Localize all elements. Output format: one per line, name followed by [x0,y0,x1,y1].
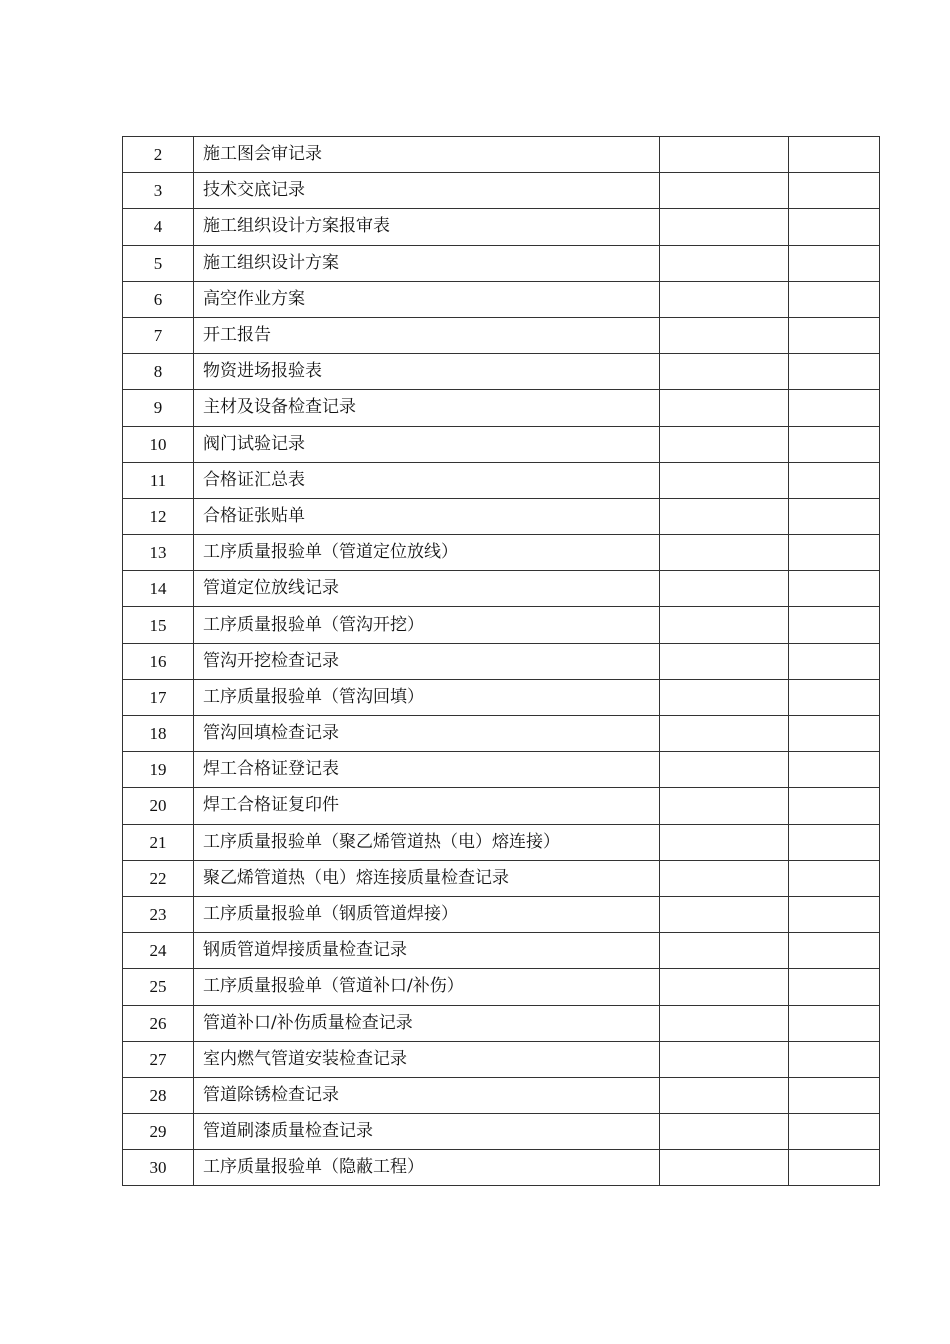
row-number: 4 [123,209,194,245]
row-number: 13 [123,535,194,571]
row-number: 2 [123,137,194,173]
empty-cell-a [660,1150,789,1186]
empty-cell-b [789,896,880,932]
document-name: 物资进场报验表 [194,354,660,390]
empty-cell-b [789,173,880,209]
empty-cell-a [660,643,789,679]
document-name: 聚乙烯管道热（电）熔连接质量检查记录 [194,860,660,896]
table-body [123,137,880,1186]
document-name: 工序质量报验单（聚乙烯管道热（电）熔连接） [194,824,660,860]
table-row [123,1077,880,1113]
empty-cell-b [789,571,880,607]
row-number: 10 [123,426,194,462]
empty-cell-b [789,716,880,752]
document-name: 管沟回填检查记录 [194,716,660,752]
document-name: 工序质量报验单（管沟回填） [194,679,660,715]
document-name: 工序质量报验单（管道定位放线） [194,535,660,571]
table-row [123,1114,880,1150]
row-number: 8 [123,354,194,390]
document-name: 管沟开挖检查记录 [194,643,660,679]
document-name: 管道刷漆质量检查记录 [194,1114,660,1150]
empty-cell-b [789,752,880,788]
document-name: 合格证汇总表 [194,462,660,498]
empty-cell-a [660,679,789,715]
empty-cell-a [660,462,789,498]
row-number: 7 [123,317,194,353]
empty-cell-a [660,969,789,1005]
row-number: 3 [123,173,194,209]
empty-cell-b [789,969,880,1005]
empty-cell-b [789,824,880,860]
table-row [123,462,880,498]
row-number: 20 [123,788,194,824]
row-number: 21 [123,824,194,860]
empty-cell-b [789,679,880,715]
row-number: 14 [123,571,194,607]
empty-cell-b [789,354,880,390]
table-row [123,969,880,1005]
empty-cell-a [660,317,789,353]
document-name: 施工组织设计方案 [194,245,660,281]
empty-cell-a [660,607,789,643]
row-number: 22 [123,860,194,896]
table-row [123,498,880,534]
document-name: 阀门试验记录 [194,426,660,462]
table-row [123,1005,880,1041]
empty-cell-b [789,933,880,969]
row-number: 23 [123,896,194,932]
empty-cell-b [789,462,880,498]
table-row [123,571,880,607]
empty-cell-b [789,643,880,679]
document-name: 焊工合格证登记表 [194,752,660,788]
document-name: 技术交底记录 [194,173,660,209]
empty-cell-b [789,1041,880,1077]
row-number: 19 [123,752,194,788]
empty-cell-b [789,1005,880,1041]
document-name: 焊工合格证复印件 [194,788,660,824]
empty-cell-b [789,860,880,896]
table-row [123,390,880,426]
empty-cell-b [789,1077,880,1113]
document-name: 施工组织设计方案报审表 [194,209,660,245]
document-name: 管道补口/补伤质量检查记录 [194,1005,660,1041]
empty-cell-b [789,1150,880,1186]
empty-cell-a [660,173,789,209]
document-name: 开工报告 [194,317,660,353]
document-name: 管道除锈检查记录 [194,1077,660,1113]
row-number: 11 [123,462,194,498]
table-row [123,354,880,390]
table-row [123,752,880,788]
row-number: 12 [123,498,194,534]
empty-cell-a [660,354,789,390]
row-number: 25 [123,969,194,1005]
row-number: 27 [123,1041,194,1077]
empty-cell-a [660,860,789,896]
empty-cell-a [660,535,789,571]
empty-cell-a [660,245,789,281]
document-name: 工序质量报验单（隐蔽工程） [194,1150,660,1186]
table-row [123,679,880,715]
row-number: 29 [123,1114,194,1150]
table-row [123,788,880,824]
empty-cell-a [660,281,789,317]
record-index-table [122,136,880,1186]
table-row [123,1041,880,1077]
row-number: 18 [123,716,194,752]
document-name: 工序质量报验单（管沟开挖） [194,607,660,643]
document-name: 合格证张贴单 [194,498,660,534]
empty-cell-a [660,1077,789,1113]
table-row [123,137,880,173]
table-row [123,643,880,679]
empty-cell-a [660,933,789,969]
empty-cell-b [789,498,880,534]
document-name: 管道定位放线记录 [194,571,660,607]
document-name: 工序质量报验单（钢质管道焊接） [194,896,660,932]
table-row [123,173,880,209]
table-row [123,1150,880,1186]
empty-cell-a [660,1041,789,1077]
empty-cell-a [660,1005,789,1041]
table-row [123,607,880,643]
empty-cell-b [789,137,880,173]
empty-cell-b [789,607,880,643]
document-name: 高空作业方案 [194,281,660,317]
empty-cell-a [660,498,789,534]
empty-cell-a [660,824,789,860]
empty-cell-b [789,535,880,571]
empty-cell-a [660,896,789,932]
table-row [123,281,880,317]
document-name: 室内燃气管道安装检查记录 [194,1041,660,1077]
empty-cell-b [789,1114,880,1150]
row-number: 9 [123,390,194,426]
document-name: 工序质量报验单（管道补口/补伤） [194,969,660,1005]
empty-cell-b [789,390,880,426]
empty-cell-b [789,281,880,317]
row-number: 16 [123,643,194,679]
table-row [123,245,880,281]
row-number: 26 [123,1005,194,1041]
table-row [123,824,880,860]
table-row [123,209,880,245]
empty-cell-a [660,209,789,245]
row-number: 28 [123,1077,194,1113]
row-number: 24 [123,933,194,969]
table-row [123,896,880,932]
empty-cell-a [660,571,789,607]
table-row [123,716,880,752]
row-number: 17 [123,679,194,715]
row-number: 30 [123,1150,194,1186]
document-name: 施工图会审记录 [194,137,660,173]
empty-cell-a [660,390,789,426]
table-row [123,933,880,969]
empty-cell-b [789,426,880,462]
empty-cell-b [789,317,880,353]
empty-cell-b [789,788,880,824]
row-number: 5 [123,245,194,281]
empty-cell-a [660,1114,789,1150]
row-number: 15 [123,607,194,643]
table-row [123,860,880,896]
document-name: 主材及设备检查记录 [194,390,660,426]
document-name: 钢质管道焊接质量检查记录 [194,933,660,969]
empty-cell-b [789,209,880,245]
empty-cell-a [660,137,789,173]
empty-cell-a [660,426,789,462]
table-row [123,317,880,353]
table-row [123,426,880,462]
empty-cell-b [789,245,880,281]
empty-cell-a [660,788,789,824]
empty-cell-a [660,752,789,788]
row-number: 6 [123,281,194,317]
empty-cell-a [660,716,789,752]
table-row [123,535,880,571]
